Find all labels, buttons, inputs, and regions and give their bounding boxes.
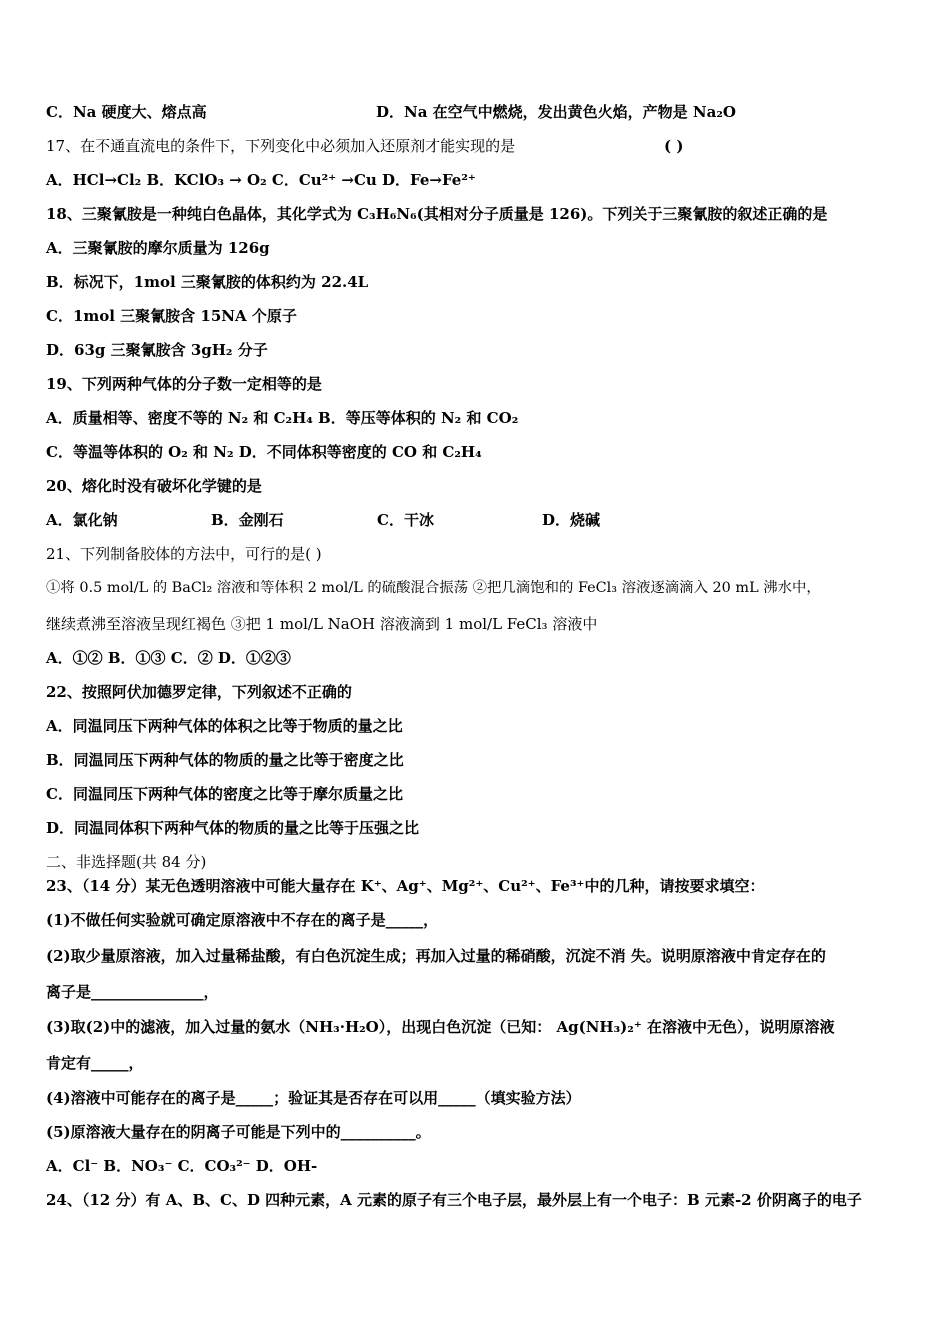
- q18-option-c: C．1mol 三聚氰胺含 15NA 个原子: [46, 307, 297, 325]
- q19-options-cd: C．等温等体积的 O₂ 和 N₂ D．不同体积等密度的 CO 和 C₂H₄: [46, 443, 482, 461]
- q18-option-a: A．三聚氰胺的摩尔质量为 126g: [46, 239, 270, 257]
- q17-answer-bracket: ( ): [664, 137, 684, 155]
- q23-part-5: (5)原溶液大量存在的阴离子可能是下列中的__________。: [46, 1123, 431, 1141]
- q20-option-d: D．烧碱: [542, 511, 601, 529]
- q23-part-1: (1)不做任何实验就可确定原溶液中不存在的离子是_____，: [46, 911, 439, 929]
- q18-option-d: D．63g 三聚氰胺含 3gH₂ 分子: [46, 341, 268, 359]
- q22-option-c: C．同温同压下两种气体的密度之比等于摩尔质量之比: [46, 785, 403, 803]
- q19-stem: 19、下列两种气体的分子数一定相等的是: [46, 375, 322, 393]
- q21-statement-line-1: ①将 0.5 mol/L 的 BaCl₂ 溶液和等体积 2 mol/L 的硫酸混合振荡 ②把几滴饱和的 FeCl₃ 溶液逐滴滴入 20 mL 沸水中，: [46, 580, 821, 596]
- q23-part-2-line-1: (2)取少量原溶液，加入过量稀盐酸，有白色沉淀生成；再加入过量的稀硝酸，沉淀不消 失。说明原溶液中肯定存在的: [46, 947, 826, 965]
- q23-stem: 23、（14 分）某无色透明溶液中可能大量存在 K⁺、Ag⁺、Mg²⁺、Cu²⁺、Fe³⁺中的几种，请按要求填空：: [46, 877, 765, 895]
- q21-options: A．①② B．①③ C．② D．①②③: [46, 649, 291, 667]
- q22-option-b: B．同温同压下两种气体的物质的量之比等于密度之比: [46, 751, 404, 769]
- q18-option-b: B．标况下，1mol 三聚氰胺的体积约为 22.4L: [46, 273, 369, 291]
- q16-option-c: C．Na 硬度大、熔点高: [46, 103, 207, 121]
- q23-part-3-line-1: (3)取(2)中的滤液，加入过量的氨水（NH₃·H₂O），出现白色沉淀（已知： Ag(NH₃)₂⁺ 在溶液中无色），说明原溶液: [46, 1018, 835, 1036]
- q18-stem: 18、三聚氰胺是一种纯白色晶体，其化学式为 C₃H₆N₆(其相对分子质量是 126)。下列关于三聚氰胺的叙述正确的是: [46, 205, 828, 223]
- q22-option-d: D．同温同体积下两种气体的物质的量之比等于压强之比: [46, 819, 420, 837]
- q20-option-a: A．氯化钠: [46, 511, 118, 529]
- q20-stem: 20、熔化时没有破坏化学键的是: [46, 477, 262, 495]
- q23-part-3-line-2: 肯定有_____，: [46, 1054, 144, 1072]
- q22-option-a: A．同温同压下两种气体的体积之比等于物质的量之比: [46, 717, 403, 735]
- q20-option-c: C．干冰: [377, 511, 434, 529]
- q20-option-b: B．金刚石: [211, 511, 284, 529]
- q16-option-d: D．Na 在空气中燃烧，发出黄色火焰，产物是 Na₂O: [376, 103, 736, 121]
- q17-options: A．HCl→Cl₂ B．KClO₃ → O₂ C．Cu²⁺ →Cu D．Fe→Fe²⁺: [46, 171, 476, 189]
- q17-stem: 17、在不通直流电的条件下，下列变化中必须加入还原剂才能实现的是: [46, 137, 516, 155]
- q19-options-ab: A．质量相等、密度不等的 N₂ 和 C₂H₄ B．等压等体积的 N₂ 和 CO₂: [46, 409, 519, 427]
- q21-statement-line-2: 继续煮沸至溶液呈现红褐色 ③把 1 mol/L NaOH 溶液滴到 1 mol/L FeCl₃ 溶液中: [46, 615, 598, 633]
- q24-stem: 24、（12 分）有 A、B、C、D 四种元素，A 元素的原子有三个电子层，最外层上有一个电子：B 元素-2 价阴离子的电子: [46, 1191, 862, 1209]
- q22-stem: 22、按照阿伏加德罗定律，下列叙述不正确的: [46, 683, 352, 701]
- section-2-heading: 二、非选择题(共 84 分): [46, 853, 207, 871]
- q23-options: A．Cl⁻ B．NO₃⁻ C．CO₃²⁻ D．OH-: [46, 1157, 318, 1175]
- q23-part-2-line-2: 离子是_______________，: [46, 983, 219, 1001]
- q17-stem-row: [46, 135, 910, 157]
- q21-stem: 21、下列制备胶体的方法中，可行的是( ): [46, 545, 322, 563]
- q23-part-4: (4)溶液中可能存在的离子是_____；验证其是否存在可以用_____（填实验方法）: [46, 1089, 581, 1107]
